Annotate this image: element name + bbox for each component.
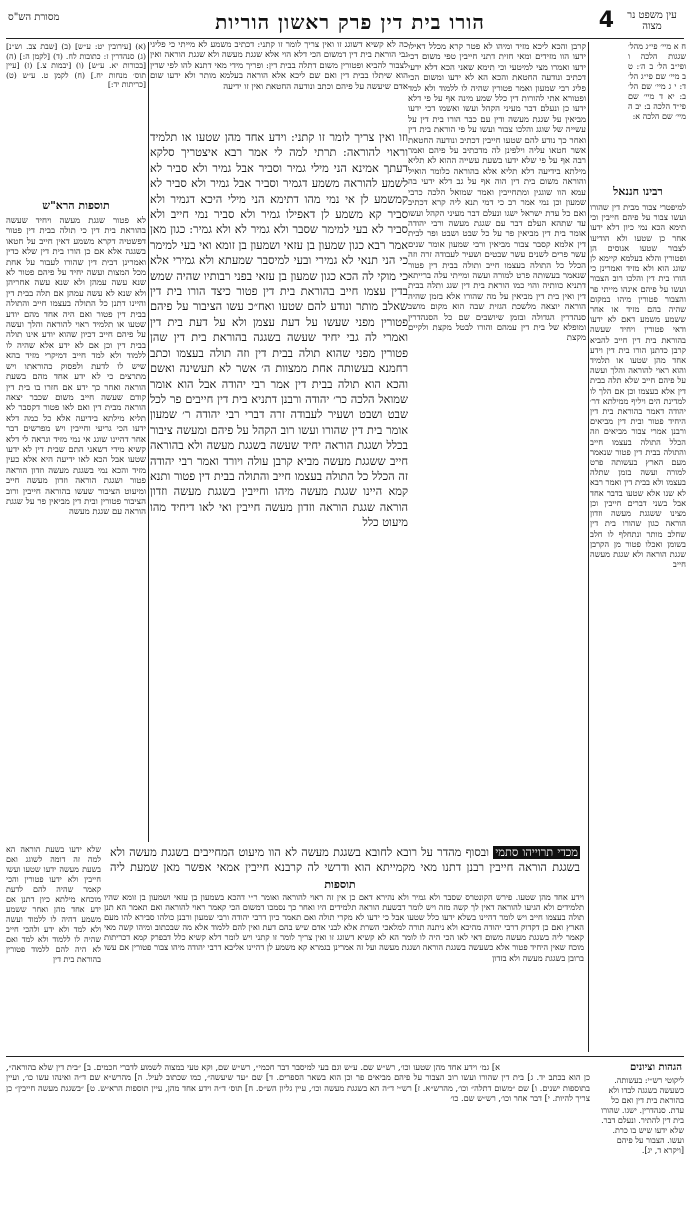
tosafot-column [104, 892, 584, 1052]
column-divider [588, 42, 589, 1052]
rabbenu-chananel-column [590, 182, 686, 1062]
tosafot-harosh-column [6, 196, 146, 841]
page-title: הורו בית דין פרק ראשון הוריות [215, 10, 485, 34]
masoret-hashas-column [6, 42, 146, 192]
ein-mishpat-column [628, 42, 686, 182]
likutei-rashi [594, 1076, 684, 1211]
gemara-top-text: כה לא קשיא דשוגג זו ואין צריך לומר זו קתני: דכתיב משמע לא מייתי כי פליגי גבי הוראת בית דין דמשום הכי דלא הוי אלא שגגת מעשה ולא שגגת הוראה ואין לצבור להביא ופטורין משום דתלה בבית דין: ופריך מידי מאי דתנא להו לפי שדין הוא שיתלו בבית דין ואם שם ליכא אלא הוראה בעלמא מותר ולא ידעו שום אדם שיעשה על פיהם וכתב ונודעה החטאת ואין זו ידיעה [150, 40, 408, 92]
gemara-tail [110, 845, 580, 875]
masoret-heading: מסורת הש"ס [8, 12, 60, 23]
tosafot-harosh-heading: תוספות הרא"ש [42, 199, 110, 212]
bottom-left-commentary [6, 845, 101, 1050]
rabbenu-chananel-heading: רבינו חננאל [613, 185, 663, 198]
highlighted-phrase[interactable]: מכדי תרוייהו סתמי [495, 846, 578, 859]
notes-section [6, 1062, 590, 1212]
likutei-rashi-text: ליקוטי רש״י: בעשותה. כשעשה בשגגה לבדו ולא בהוראת בית דין ואם כל עדת. סנהדרין. ישגו. שהורו בית דין להתיר. ונעלם דבר. שלא ידעו שיש בו כרת. ועשו. הצבור על פיהם [ויקרא ד, יג]. [601, 1076, 684, 1155]
notes-text: א] גמ׳ וידע אחד מהן שטעו וכו׳, רש״ש שם. ע״ש וגם בעי למיסבר דבר חכמי״, רש״ש שם, וקא טעי במצוה לשמוע לדברי חכמים. ב] ״בית דין שלא בהוראה״, כן הוא בכתב יד. ג] בית דין שהורו ועשו רוב הצבור על פיהם מביאים פר וכן הוא בשאר הספרים. ד] שם ״עד שיעשה״, כמו שכתוב לעיל. ה] מהרש״א שם ד״ה ואינהו עשו כו׳, ועיין בתוספות ישנים. ו] שם ״משום דתלה״ וכו׳, מהרש״א. ז] רש״י ד״ה הא בשגגת מעשה וכו׳, עיין גליון הש״ס. ח] תוס׳ ד״ה וידע אחד מהן, עיין תוספות הרא״ש. ט] ״בשגגת מעשה חייבין״ כן צריך להיות. י] דבר אחר וכו׳, רש״ש שם. כו׳ [6, 1062, 590, 1104]
ein-mishpat-heading: עין משפט נר מצוה [627, 10, 677, 32]
rashi-text: קרבן והכא ליכא מזיד ומיהו לא פטר קרא מכלל דאילו ידעו הוו מזידים ומאי חזית דתני חייבין טפי משום דכי ידעו ואמרו מצי למיטעי וכי תימא שאני הכא דלא ידעי דכתיב ונודעה החטאת והכא הא לא ידעו ומשום הכי פליג רבי שמעון ואמר פטורין שהיה לו ללמוד ולא למד ופטורא אתי להורות דין כלל שמע מינה אף על פי דלא ידעו כן ונעלם דבר מעיני הקהל ועשו ואשמו דכי ידעו מביאין על שגגת מעשה ודין עם כבר הורו בית דין על עשייה של שוגג והלכו צבור ועשו על פי הוראת בית דין ואחר כך נודע להם שטעו חייבין דכתיב ונודעה החטאת אשר חטאו עליה וילפינן לה מדכתיב על פיהם ואמר רבה אף על פי שלא ידעו בשעת עשייה ההוא לא תליא מילתא בידיעה דלא תליא אלא בהוראה כלומר הואיל והוראה משום בית דין הוה אף על גב דלא ידעי בה עמא הוו שוגגין ומתחייבין ואמר שמואל הלכה כרבי שמעון וכן נמי אמר רב כי דמי תנא ליה קרא דכתיב ואם כל עדת ישראל ישגו ונעלם דבר מעיני הקהל ועשו עד שתהא העלם דבר עם שגגת מעשה ורבי יהודה אומר בית דין מביאין פר על כל שבט ושבט ופר לבית דין אלמא קסבר צבור מביאין ורבי שמעון אומר שנים עשר פרים לשנים עשר שבטים ושעיר לעבודה זרה וזה הכלל כל התולה בעצמו חייב ותולה בבית דין פטור שנאמר בעשותה פרט למורה ועשה ומייתי עלה ברייתא דתניא כוותיה והוי כמו הוראת בית דין שגג ותלה בבית דין ואין בית דין מביאין על מה שהורו אלא בזמן שהיה הוראה יוצאה מלשכת הגזית שבה הוא מקום מושב סנהדרין הגדולה ובזמן שיושבים שם כל הסנהדרין ומופלא של בית דין עמהם והורו לבטל מקצת ולקיים מקצת [408, 42, 586, 344]
gemara-tail-text: ובסוף מהדר על רובא לחובא בשגגת מעשה לא הוו מיעוט המחייבים בשגגת מעשה ולא בשגגת הוראה חייבין רבנן דתנו מאי מקמייתא הוא ודרשי לה קרבנא חייבין אמאי אפשר מאן שמעת ליה [110, 846, 580, 875]
tosafot-text: וידע אחד מהן שטעו. פירש הקונטרס שסבר ולא גמיר ולא נהירא דאם כן אין זה ראוי להוראה ואומר ר״י דהכא בשמעון בן עזאי ושמעון בן זומא שהיו תלמידים ולא הגיעו להוראה דאין לך קשה מזה ויש לומר דבשעת הוראה תלמידים היו ואחר כך נסמכו דמשום הכי קאמר ראוי להוראה ואם תאמר הא תנן תולה בעצמו חייב ויש לומר דהיינו בשלא ידעו כלל שטעו אבל כי ידעו לא מקרי תולה ואם תאמר כיון דרבי יהודה ורבי שמעון ורבנן כולהו סבירא להו מעם הארץ ואם כן דקדוק דרבי יהודה מהיכא ולא ניתנה תורה למלאכי השרת אלא לבני אדם שיש בהם דעת ואין להם ללמוד אלא מה שבכתוב ומיהו קשה מאי קאמר ליה בשגגת מעשה משום דאי לאו הכי היה לו לומר הא לא קשיא דשוגג זו ואין צריך לומר זו קתני ויש לומר דלא קשיא כלל דבפרק קמא דכריתות מוכח שאין היחיד פטור אלא כשעשה בשגגת הוראה ושגגת מעשה ועל זה אמרינן בגמרא קא משמע לן דהיינו אליבא דרבי יהודה מיהו צבור פטורין אם עשו ברובן בשגגת מעשה ולא בזדון [104, 892, 584, 963]
page-number: 4 [598, 8, 614, 33]
header-rule [6, 38, 684, 39]
bottom-left-text: שלא ידעו בשעת הוראה הא למה זה דומה לשוגג ואם בשעת מעשה ידעו שטעו ועשו חייבין ולא ידעו פטורין והכי קאמר שהיה להם לדעת מוכחא מילתא כיון דתנן אם ידע אחד מהן ואחר ששמע משמע דהיה לו ללמוד ועשה ולא למד ולא ידע ולהכי חייב שהיה לו ללמוד ולא למד ואם לא היה להם ללמוד פטורין בהוראת בית דין [6, 845, 101, 964]
gemara-main-text [150, 130, 408, 875]
ein-mishpat-text: ח א מיי׳ פי״ג מהל׳ שגגות הלכה ו ופי״ב הל׳ ב ה׳: ט ב מיי׳ שם פי״ג הל׳ ד: י ג מיי׳ שם הל׳ ב: יא ד מיי׳ שם פי״ד הלכה ב: יב ה מיי׳ שם הלכה א: [628, 42, 686, 121]
gemara-top-commentary [150, 40, 408, 126]
masoret-hashas-text: (א) [עירובין יט: ע״ש] (ב) [שבת צב. וש״נ] (ג) סנהדרין ז: כתובות לח. (ד) [לקמן ה:] (ה) [בכורות יא. ע״ש] (ו) [יבמות צ.] (ז) [עיין תוס׳ מנחות יח.] (ח) לקמן ט. ע״ש (ט) [כריתות יד:] [6, 42, 146, 90]
column-divider [148, 42, 149, 842]
tosafot-heading: תוספות [324, 878, 356, 891]
page-header [0, 8, 690, 38]
notes-heading: הגהות וציונים [629, 1062, 682, 1073]
tosafot-harosh-text: לא פטור שגגת מעשה ויחיד שעשה בהוראת בית דין כי תולה בבית דין פטור דפשטיה דקרא משמע דאין חייב על חטאו בשגגה אלא אם כן הורו בית דין שלא כדין ואמרינן דבית דין שהורו לעבור על אחת מכל המצות ועשה יחיד על פיהם פטור לא שנא עשה עמהן ולא שנא עשה אחריהן ולא שנא לא עשה עמהן אם תלה בבית דין והיינו דתנן כל התולה בעצמו חייב והתולה בבית דין פטור ואם היה אחד מהם יודע שטעו או תלמיד ראוי להוראה והלך ועשה על פיהם חייב דכיון שהוא יודע אינו תולה בבית דין וכן אם לא ידע אלא שהיה לו ללמוד ולא למד חייב דמיקרי מזיד בהא שיש לו לדעת ולפסוק כהוראתו ויש מתרצים כי לא ידע אחד מהם בשעת הוראה ואחר כך ידע אם חזרו בו בית דין קודם שעשה חייב משום שכבר יצאה הוראה מבית דין ואם לאו פטור דקסבר לא תליא מילתא בידיעה אלא כל כמה דלא ידעו הכי גריעי וחייבין ויש מפרשים דבר אחר דהיינו שוגג אי נמי מזיד ונראה לי דלא קשיא מידי דשאני התם שבית דין לא ידעו שטעו אבל הכא לאו ידיעה היא אלא כעין מזיד והכא נמי בשגגת מעשה וזדון הוראה פטור ושגגת הוראה וזדון מעשה חייב ומיעוט הציבור שעשו בהוראה חייבין ורוב הציבור פטורין ובית דין מביאין פר על שגגת הוראה עם שגגת מעשה [6, 216, 146, 518]
gemara-body-text: וזו ואין צריך לומר זו קתני: וידע אחד מהן שטעו או תלמיד וראוי להוראה: תרתי למה לי אמר רבא איצטריך סלקא דעתך אמינא הני מילי גמיר וסביר אבל גמיר ולא סביר לא לשמע להוראה משמע דגמיר וסביר אבל גמיר ולא סביר לא קמשמע לן אי נמי מהו דתימא הני מילי היכא דגמיר ולא סביר קא משמע לן דאפילו גמיר ולא סביר נמי חייב ולא סביר לא בעי למימר שסבר ולא גמיר לא ולא גמיר: כגון מאן אמר רבא כגון שמעון בן עזאי ושמעון בן זומא ואי בעי למימר כי הני תנאי לא גמירי ובעי למיסבר שמעתא ולא גמירי אלא כי מוקי לה הכא כגון שמעון בן עזאי בפני רבותיו שהיה שמש בדין עצמו חייב בהוראת בית דין פטור כיצד הורו בית דין שאלב מותר ונודע להם שטעו ואח״כ עשו הציבור על פיהם פטורין מפני שעשו על דעת עצמן ולא על דעת בית דין ואמרי לה גבי יחיד שעשה בשגגה בהוראת בית דין שהן פטורין מפני שהוא תולה בבית דין וזה תולה בעצמו וכתב רחמנא בעשותה אחת ממצוות ה׳ אשר לא תעשינה ואשם והכא הוא תולה בבית דין אמר רבי יהודה אבל הוא אומר שמואל הלכה כר׳ יהודה ורבנן דתניא בית דין חייבים פר לכל שבט ושבט ושעיר לעבודה זרה דברי רבי יהודה ר׳ שמעון אומר בית דין שהורו ועשו רוב הקהל על פיהם ומעשה ציבור בכלל ושגגת הוראה יחיד שעשה בשגגת מעשה ולא בהוראה חייב ששגגת מעשה מביא קרבן עולה ויורד ואמר רבי יהודה זה הכלל כל התולה בעצמו חייב והתולה בבית דין פטור ותנא קמא היינו שגגת מעשה מיהו וחייבין בשגגת מעשה וזדון הוראה שגגת הוראה וזדון מעשה חייבין ואי לאו דיחיד מהו מיעוט כלל [150, 131, 408, 530]
rabbenu-chananel-text: למיפטרי צבור מבית דין שהורו ועשו צבור על פיהם חייבין וכי תימא הכא נמי כיון דלא ידעו אחר כן שטעו ולא הודיעו לצבור שטעו אנוסים הן ופטורין והלא בעלמא קיימא לן שוגג הוא ולא מזיד ואמרינן כי הורו בית דין והלכו רוב הצבור ועשו על פיהם אינהו מייתי פר והצבור פטורין מיהו במקום שהיה בהם מזיד או אחר ששמע משמע דאם לא ידעו ודאי פטורין ויחיד שעשה בהוראת בית דין חייב להביא קרבן כדתנן הורו בית דין וידע אחד מהן שטעו או תלמיד והוא ראוי להוראה והלך ועשה על פיהם חייב שלא תלה בבית דין אלא בעצמו וכן אם הלך לו למדינת הים ויליף ממילתא דר׳ יהודה דאמר בהוראת בית דין היחיד פטור ובית דין מביאים ורבנן אמרי צבור מביאים וזה הכלל התולה בעצמו חייב והתולה בבית דין פטור שנאמר מעם הארץ בעשותה פרט למורה ועשה בזמן שתלה בעצמו ולא בבית דין ואמר רבא לא שנו אלא שטעו בדבר אחד אבל בשני דברים חייבין וכן מצינו ששגגת מעשה וזדון הוראה כגון שהורו בית דין שחלב מותר ונתחלף לו חלב בשומן ואכלו פטור מן הקרבן שגגת הוראה ולא שגגת מעשה חייב [590, 202, 686, 570]
footer-rule [6, 1056, 684, 1057]
rashi-column [408, 42, 586, 842]
